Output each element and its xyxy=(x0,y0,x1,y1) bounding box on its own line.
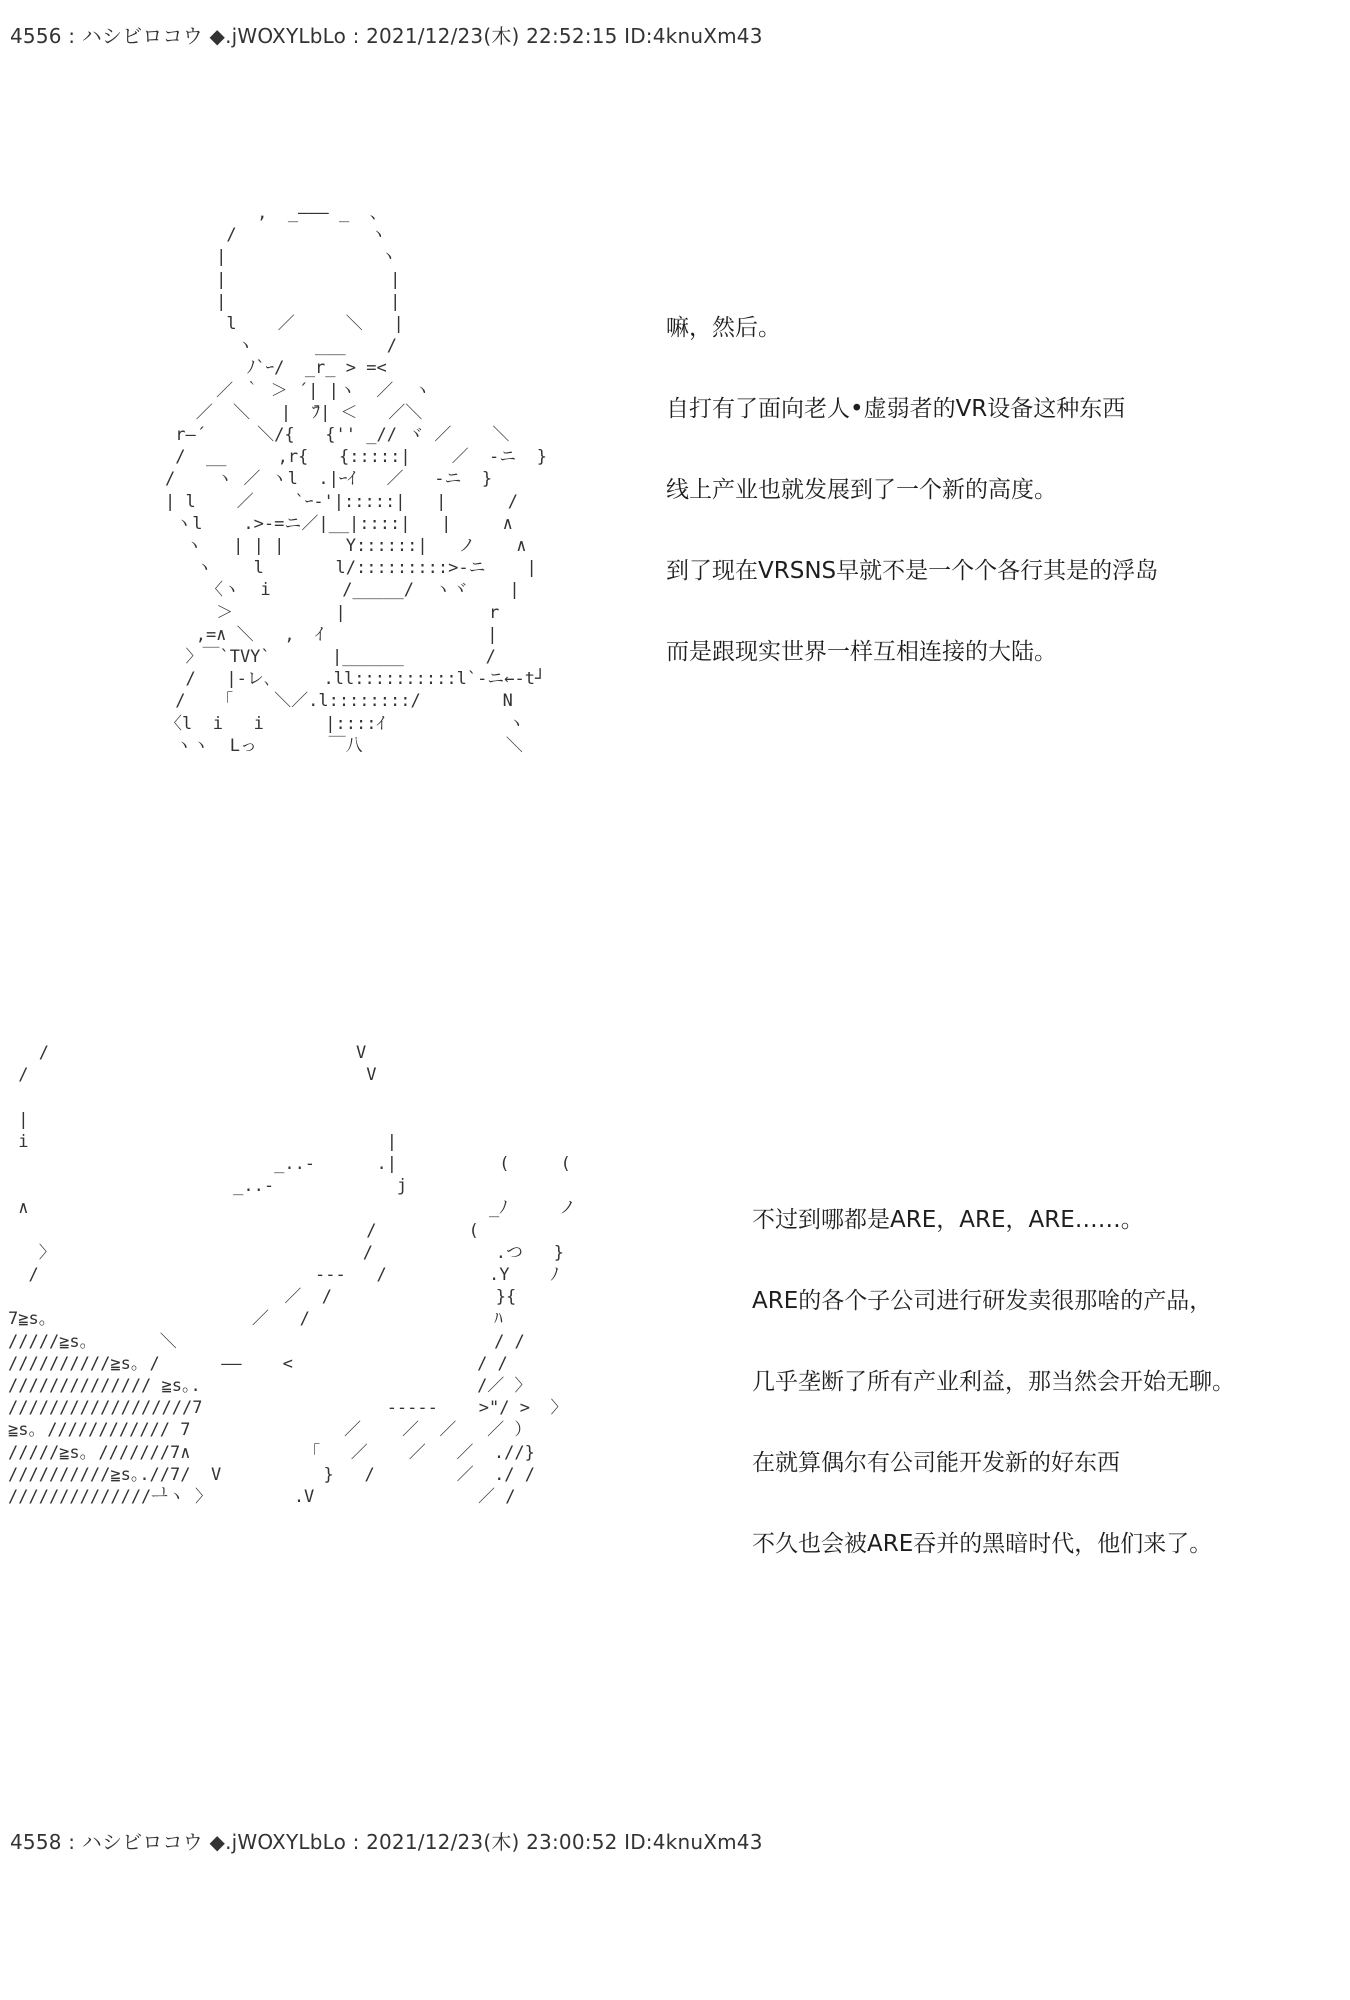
post-header: 4556 : ハシビロコウ ◆.jWOXYLbLo : 2021/12/23(木) 22:52:15 ID:4knuXm43 xyxy=(10,24,763,48)
narration-line: 几乎垄断了所有产业利益，那当然会开始无聊。 xyxy=(752,1369,1235,1395)
narration-block xyxy=(666,288,1158,693)
narration-line: 而是跟现实世界一样互相连接的大陆。 xyxy=(666,639,1057,665)
narration-block xyxy=(752,1180,1235,1585)
ascii-art-character: , _――― _ 、 / ヽ | ヽ | | | | l ／ ＼ | ヽ ___ / ﾉ`ｰ/ _r_ > =< ／ ｀ ＞ ´| |ヽ ／ ヽ ／ ＼ | ̄ﾌ| ＜ ／＼ r―´ ＼/{ {'' _// ヾ ／ ＼ / __ ,r{ {:::::| ／ -ニ } / ヽ ／ ヽl .|ｰｲ ／ -ニ } | l ／ `ｰ-'|:::::| | / ヽl .>-=ニ／|__|::::| | ∧ ヽ | | | Y::::::| ノ ∧ ヽ l l/:::::::::>-ニ | 〈ヽ i /_____/ ヽヾ | ＞ | r ,=∧ ＼ , ｲ | 〉￣`TVY` |______ / / |-レ､ .ll::::::::::l`-ニ←-t┘ / 「 ＼／.l::::::::/ N 〈l i i |::::ｲ ヽ ヽヽ Lっ ￣八 ＼ xyxy=(165,203,547,756)
narration-line: 嘛，然后。 xyxy=(666,315,781,341)
ascii-art-scene: / V / V | i | _..- .| ( ( _..- j ∧ _ﾉ ノ / ( 〉 / .つ } / --- / .Y ﾉ ／ / }{ 7≧s｡ ／ / ﾊ /////≧s｡ ＼ / / //////////≧s｡ / ―― < / / ////////////// ≧s｡. /／ 〉 //////////////////7 ----- >"/ > 〉 ≧s｡ //////////// 7 ／ ／ ／ ／ ） /////≧s｡ ///////7∧ 「 ／ ／ ／ .//} //////////≧s｡.//7/ V } / ／ ./ / //////////////ᆜヽ 〉 .V ／ / xyxy=(8,1043,576,1508)
narration-line: 不过到哪都是ARE，ARE，ARE……。 xyxy=(752,1207,1144,1233)
narration-line: 不久也会被ARE吞并的黑暗时代，他们来了。 xyxy=(752,1531,1213,1557)
narration-line: 在就算偶尔有公司能开发新的好东西 xyxy=(752,1450,1120,1476)
narration-line: 自打有了面向老人•虚弱者的VR设备这种东西 xyxy=(666,396,1126,422)
narration-line: 到了现在VRSNS早就不是一个个各行其是的浮岛 xyxy=(666,558,1159,584)
narration-line: 线上产业也就发展到了一个新的高度。 xyxy=(666,477,1057,503)
post-header: 4558 : ハシビロコウ ◆.jWOXYLbLo : 2021/12/23(木) 23:00:52 ID:4knuXm43 xyxy=(10,1830,763,1854)
narration-line: ARE的各个子公司进行研发卖很那啥的产品， xyxy=(752,1288,1213,1314)
